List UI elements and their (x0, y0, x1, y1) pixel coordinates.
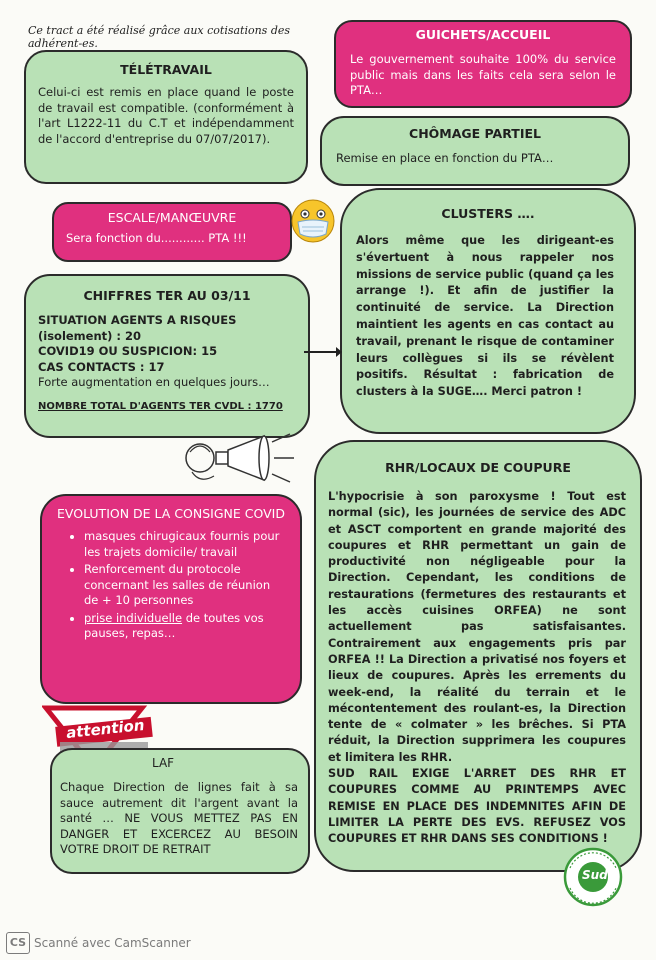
evolution-list (42, 521, 300, 642)
camscanner-logo-icon: CS (6, 932, 30, 954)
evolution-title: EVOLUTION DE LA CONSIGNE COVID (57, 506, 285, 521)
evolution-box (40, 494, 302, 704)
chiffres-list (26, 303, 308, 414)
laf-box (50, 748, 310, 874)
escale-box (52, 202, 292, 262)
chomage-box (320, 116, 630, 186)
teletravail-text: Celui-ci est remis en place quand le poste de travail est compatible. (conformément à l'art L1222-11 du C.T et indépendamment de l'accord d'entreprise du 07/07/2017). (38, 85, 294, 146)
clusters-text: Alors même que les dirigeant-es s'évertuent à nous rappeler nos missions de service public (quand ça les arrange !). Et afin de justifier la continuité de service. La Direction maintient les agents en cas contact au travail, prenant le risque de contaminer leurs collègues si ils se révèlent positifs. Résultat : fabrication de clusters à la SUGE…. Merci patron ! (356, 234, 614, 399)
chiffres-line: Forte augmentation en quelques jours… (38, 375, 270, 389)
clusters-title: CLUSTERS …. (441, 206, 535, 221)
laf-title: LAF (152, 756, 175, 770)
evolution-item: • Renforcement du protocole concernant les salles de réunion de + 10 personnes (84, 562, 286, 609)
chomage-title: CHÔMAGE PARTIEL (409, 126, 541, 141)
footer-text: Scanné avec CamScanner (34, 936, 191, 950)
sud-stamp (560, 846, 626, 908)
chiffres-line: COVID19 OU SUSPICION: 15 (38, 344, 218, 358)
credit-line: Ce tract a été réalisé grâce aux cotisations des adhérent-es. (28, 24, 291, 50)
rhr-text: L'hypocrisie à son paroxysme ! Tout est normal (sic), les journées de service des ADC et ASCT comportent en grande majorité des coupures et RHR permettant un gain de productivité non négligeable pour la Direction. Cependant, les conditions de restaurations (fermetures des restaurants et les accès cuisines ORFEA) ne sont actuellement pas satisfaisantes. Contrairement aux engagements pris par ORFEA !! La Direction a privatisé nos foyers et lieux de coupures. Après les errements du week-end, la réalité du terrain et le mécontentement des roulant-es, la Direction tente de « colmater » les brêches. Si PTA réduit, la Direction supprimera les coupures et limitera les RHR. (328, 490, 626, 764)
guichets-box (334, 20, 632, 108)
laf-caps: NE VOUS METTEZ PAS EN DANGER ET EXCERCEZ AU BESOIN VOTRE DROIT DE RETRAIT (60, 811, 298, 856)
evolution-item: • masques chirugicaux fournis pour les trajets domicile/ travail (84, 529, 286, 560)
evolution-item-underlined: prise individuelle (84, 610, 183, 625)
chiffres-box (24, 274, 310, 438)
escale-title: ESCALE/MANŒUVRE (107, 210, 237, 225)
escale-text: Sera fonction du............ PTA !!! (66, 231, 247, 245)
guichets-title: GUICHETS/ACCUEIL (415, 27, 551, 42)
stamp-main: Sud (582, 868, 608, 882)
evolution-item-rest: de toutes vos pauses, repas… (84, 610, 264, 640)
attention-word: attention (65, 715, 146, 743)
rhr-caps: SUD RAIL EXIGE L'ARRET DES RHR ET COUPURES COMME AU PRINTEMPS AVEC REMISE EN PLACE DES INDEMNITES AFIN DE LIMITER LA PERTE DES EVS. REFUSEZ VOS COUPURES ET RHR DANS SES CONDITIONS ! (328, 767, 626, 846)
laf-text: Chaque Direction de lignes fait à sa sauce autrement dit l'argent avant la santé … (60, 780, 298, 825)
rhr-title: RHR/LOCAUX DE COUPURE (385, 460, 571, 475)
evolution-item (84, 611, 286, 642)
chiffres-line: CAS CONTACTS : 17 (38, 359, 165, 374)
teletravail-title: TÉLÉTRAVAIL (120, 62, 212, 77)
chiffres-total: NOMBRE TOTAL D'AGENTS TER CVDL : 1770 (38, 400, 283, 412)
chomage-text: Remise en place en fonction du PTA… (336, 151, 554, 165)
arrow-right-icon (302, 344, 342, 360)
teletravail-box (24, 50, 308, 184)
guichets-text: Le gouvernement souhaite 100% du service public mais dans les faits cela sera selon le PTA… (350, 52, 616, 97)
megaphone-icon (180, 432, 298, 488)
rhr-box (314, 440, 642, 872)
masked-face-icon (290, 198, 336, 244)
laf-body (52, 770, 308, 858)
chiffres-title: CHIFFRES TER AU 03/11 (83, 288, 251, 303)
chiffres-line: SITUATION AGENTS A RISQUES (isolement) : 20 (38, 313, 237, 343)
clusters-box (340, 188, 636, 434)
